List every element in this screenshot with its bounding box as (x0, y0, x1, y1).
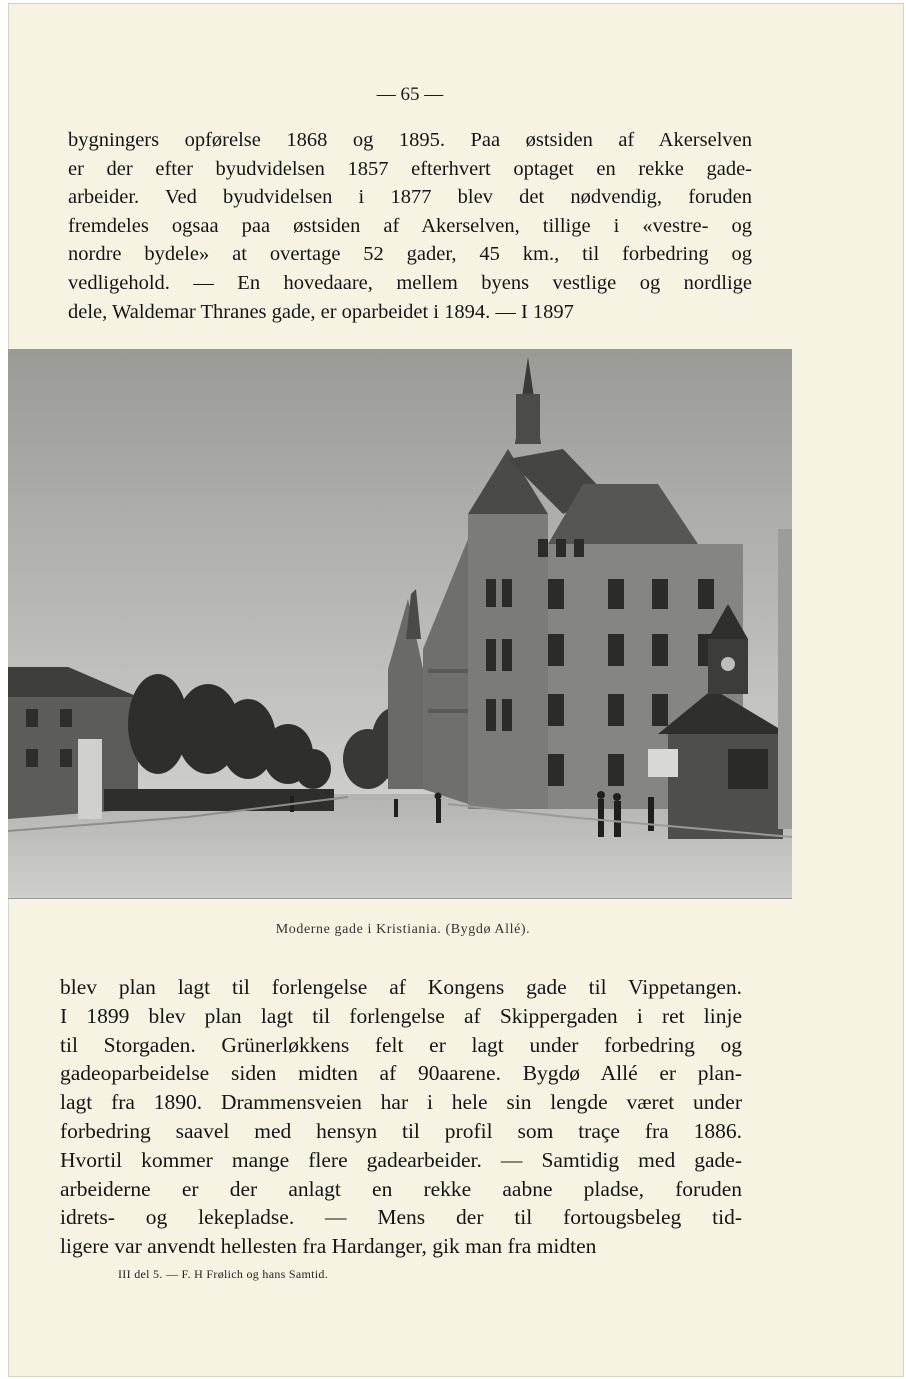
text-line: nordre bydele» at overtage 52 gader, 45 km., til forbedring og (68, 243, 752, 266)
bottom-paragraph (60, 973, 742, 1261)
text-line: arbeiderne er der anlagt en rekke aabne pladse, foruden (60, 1176, 742, 1201)
page-footer: III del 5. — F. H Frølich og hans Samtid. (118, 1267, 328, 1281)
photo-caption: Moderne gade i Kristiania. (Bygdø Allé). (275, 922, 531, 937)
text-line: arbeider. Ved byudvidelsen i 1877 blev det nødvendig, foruden (68, 186, 752, 209)
text-line: vedligehold. — En hovedaare, mellem byens vestlige og nordlige (68, 271, 752, 294)
text-line: Hvortil kommer mange flere gadearbeider. — Samtidig med gade- (60, 1147, 742, 1172)
text-line: til Storgaden. Grünerløkkens felt er lagt under forbedring og (60, 1032, 742, 1057)
text-line: lagt fra 1890. Drammensveien har i hele sin lengde været under (60, 1090, 742, 1115)
text-line: er der efter byudvidelsen 1857 efterhvert optaget en rekke gade- (68, 157, 752, 180)
text-line: forbedring saavel med hensyn til profil som traçe fra 1886. (60, 1118, 742, 1143)
text-line: gadeoparbeidelse siden midten af 90aarene. Bygdø Allé er plan- (60, 1061, 742, 1086)
text-line: fremdeles ogsaa paa østsiden af Akerselven, tillige i «vestre- og (68, 214, 752, 237)
top-paragraph (68, 126, 752, 326)
text-line: bygningers opførelse 1868 og 1895. Paa østsiden af Akerselven (68, 129, 752, 151)
street-photo (8, 349, 792, 899)
text-line: blev plan lagt til forlengelse af Kongens gade til Vippetangen. (60, 975, 742, 999)
text-line: I 1899 blev plan lagt til forlengelse af Skippergaden i ret linje (60, 1003, 742, 1028)
text-line: dele, Waldemar Thranes gade, er oparbeidet i 1894. — I 1897 (68, 300, 574, 323)
text-line: idrets- og lekepladse. — Mens der til fortougsbeleg tid- (60, 1205, 742, 1230)
page-number: — 65 — (376, 84, 444, 105)
text-line: ligere var anvendt hellesten fra Hardanger, gik man fra midten (60, 1234, 597, 1259)
